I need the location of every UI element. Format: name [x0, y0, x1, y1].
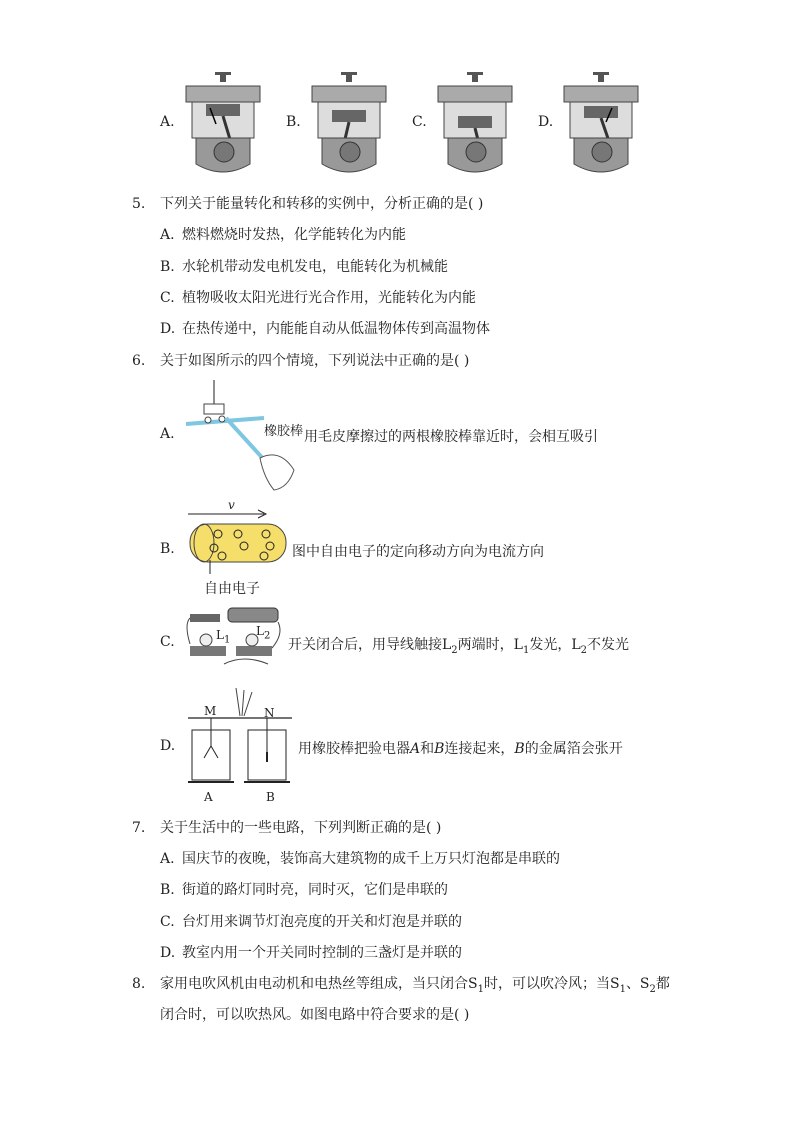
question-7-option-c[interactable]: C. 台灯用来调节灯泡亮度的开关和灯泡是并联的: [160, 914, 462, 930]
question-8-stem-line-2: 闭合时，可以吹热风。如图电路中符合要求的是( ): [160, 1007, 470, 1023]
question-6-option-c-text: 开关闭合后，用导线触接$L_2$两端时，$L_1$发光，$L_2$不发光: [288, 637, 630, 656]
question-7-option-d[interactable]: D. 教室内用一个开关同时控制的三盏灯是并联的: [160, 945, 462, 961]
question-6-option-a-text: 用毛皮摩擦过的两根橡胶棒靠近时，会相互吸引: [304, 429, 598, 445]
question-5-option-b[interactable]: B. 水轮机带动发电机发电，电能转化为机械能: [160, 259, 448, 275]
engine-diagram-d: [560, 72, 642, 176]
electroscopes-figure: [184, 686, 294, 790]
question-6-option-c-label: C.: [160, 634, 175, 650]
engine-diagram-c: [434, 72, 516, 176]
question-7-option-a[interactable]: A. 国庆节的夜晚，装饰高大建筑物的成千上万只灯泡都是串联的: [160, 851, 560, 867]
engine-option-d-label: D.: [538, 114, 554, 130]
question-5-stem: 下列关于能量转化和转移的实例中，分析正确的是( ): [160, 196, 484, 212]
question-5-option-d[interactable]: D. 在热传递中，内能能自动从低温物体传到高温物体: [160, 321, 490, 337]
velocity-label: v: [228, 498, 235, 512]
question-6-option-b-text: 图中自由电子的定向移动方向为电流方向: [292, 544, 544, 560]
question-5-option-c[interactable]: C. 植物吸收太阳光进行光合作用，光能转化为内能: [160, 290, 476, 306]
question-6-option-d-text: 用橡胶棒把验电器A和B连接起来，B的金属箔会张开: [298, 741, 623, 757]
engine-diagram-b: [308, 72, 390, 176]
electroscope-a-label: A: [204, 790, 213, 804]
question-6-option-d-label: D.: [160, 738, 176, 754]
question-7-option-b[interactable]: B. 街道的路灯同时亮，同时灭，它们是串联的: [160, 882, 448, 898]
bulb-l2-label: $L_2$: [256, 624, 271, 642]
electroscope-n-label: N: [264, 706, 275, 720]
engine-option-c-label: C.: [412, 114, 427, 130]
question-7-stem: 关于生活中的一些电路，下列判断正确的是( ): [160, 820, 442, 836]
question-5-number: 5.: [132, 196, 146, 212]
engine-option-a-label: A.: [160, 114, 175, 130]
engine-diagram-a: [182, 72, 264, 176]
question-8-stem-line-1: 8. 家用电吹风机由电动机和电热丝等组成，当只闭合$S_1$时，可以吹冷风；当$S_1$、$S_2$都: [132, 976, 670, 995]
electroscope-m-label: M: [204, 704, 217, 718]
bulb-l1-label: $L_1$: [216, 628, 231, 646]
question-6-stem: 关于如图所示的四个情境，下列说法中正确的是( ): [160, 353, 470, 369]
free-electron-label: 自由电子: [204, 581, 260, 597]
question-6-option-a-label: A.: [160, 426, 175, 442]
wire-electrons-figure: [184, 500, 294, 576]
question-7-stem-line: [132, 817, 441, 837]
question-5-stem-line: [132, 193, 483, 213]
question-7-number: 7.: [132, 820, 146, 836]
question-6-stem-line: [132, 350, 469, 370]
electroscope-b-label: B: [266, 790, 275, 804]
question-5-option-a[interactable]: A. 燃料燃烧时发热，化学能转化为内能: [160, 227, 406, 243]
engine-option-b-label: B.: [286, 114, 301, 130]
question-6-option-b-label: B.: [160, 541, 175, 557]
question-8-number: 8.: [132, 976, 146, 992]
question-6-number: 6.: [132, 353, 146, 369]
rubber-rod-label: 橡胶棒: [264, 424, 304, 439]
